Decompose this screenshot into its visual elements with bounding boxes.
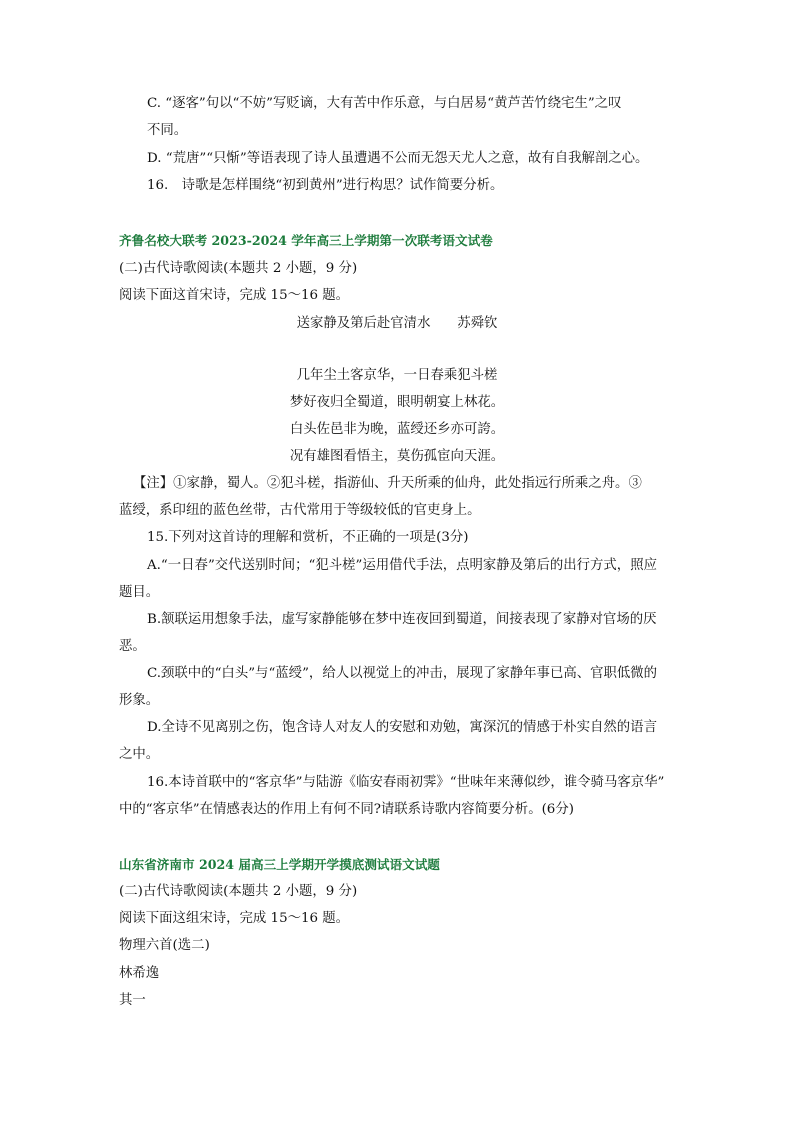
question-16-prev: 16. 诗歌是怎样围绕“初到黄州”进行构思？试作简要分析。: [147, 178, 504, 193]
poem-line: 几年尘土客京华，一日春乘犯斗槎: [296, 368, 498, 383]
option-c-line1: C. “逐客”句以“不妨”写贬谪，大有苦中作乐意，与白居易“黄芦苦竹绕宅生”之叹: [147, 96, 622, 111]
instruction-2: 阅读下面这组宋诗，完成 15～16 题。: [119, 911, 350, 926]
question-15-option-d: D.全诗不见离别之伤，饱含诗人对友人的安慰和劝勉，寓深沉的情感于朴实自然的语言: [147, 720, 657, 735]
poem-line: 况有雄图看悟主，莫伤孤宦向天涯。: [289, 449, 505, 464]
section-heading-2: (二)古代诗歌阅读(本题共 2 小题，9 分): [119, 884, 358, 899]
question-16-line1: 16.本诗首联中的“客京华”与陆游《临安春雨初霁》“世味年来薄似纱，谁令骑马客京华”: [147, 775, 665, 790]
question-15-option-b: B.颔联运用想象手法，虚写家静能够在梦中连夜回到蜀道，间接表现了家静对官场的厌: [147, 612, 657, 627]
poem-line: 梦好夜归全蜀道，眼明朝宴上林花。: [289, 395, 505, 410]
poem-part-label: 其一: [119, 993, 146, 1008]
question-15-option-a: A.“一日春”交代送别时间；“犯斗槎”运用借代手法，点明家静及第后的出行方式，照应: [147, 558, 657, 573]
question-15-option-c: C.颈联中的“白头”与“蓝绶”，给人以视觉上的冲击，展现了家静年事已高、官职低微的: [147, 666, 658, 681]
poem-title-2: 物理六首(选二): [119, 938, 210, 953]
question-15-option-a-cont: 题目。: [119, 585, 160, 600]
question-15-option-b-cont: 恶。: [119, 639, 146, 654]
poem-line: 白头佐邑非为晚，蓝绶还乡亦可誇。: [289, 422, 505, 437]
question-16-line2: 中的“客京华”在情感表达的作用上有何不同?请联系诗歌内容简要分析。(6分): [119, 802, 574, 817]
note-line1: 【注】①家静，蜀人。②犯斗槎，指游仙、升天所乘的仙舟，此处指远行所乘之舟。③: [133, 476, 642, 491]
question-15-option-c-cont: 形象。: [119, 693, 160, 708]
note-line2: 蓝绶，系印纽的蓝色丝带，古代常用于等级较低的官吏身上。: [119, 503, 481, 518]
section-heading-1: (二)古代诗歌阅读(本题共 2 小题，9 分): [119, 261, 358, 276]
poem-author-2: 林希逸: [119, 966, 160, 981]
instruction-1: 阅读下面这首宋诗，完成 15～16 题。: [119, 288, 350, 303]
question-15-stem: 15.下列对这首诗的理解和赏析，不正确的一项是(3分): [147, 530, 469, 545]
poem-title-1: 送家静及第后赴官清水 苏舜钦: [296, 316, 498, 331]
source-heading-2: 山东省济南市 2024 届高三上学期开学摸底测试语文试题: [119, 857, 440, 872]
question-15-option-d-cont: 之中。: [119, 747, 160, 762]
source-heading-1: 齐鲁名校大联考 2023-2024 学年高三上学期第一次联考语文试卷: [119, 233, 493, 248]
option-c-line2: 不同。: [147, 123, 188, 138]
option-d: D. “荒唐”“只惭”等语表现了诗人虽遭遇不公而无怨天尤人之意，故有自我解剖之心。: [147, 151, 649, 166]
